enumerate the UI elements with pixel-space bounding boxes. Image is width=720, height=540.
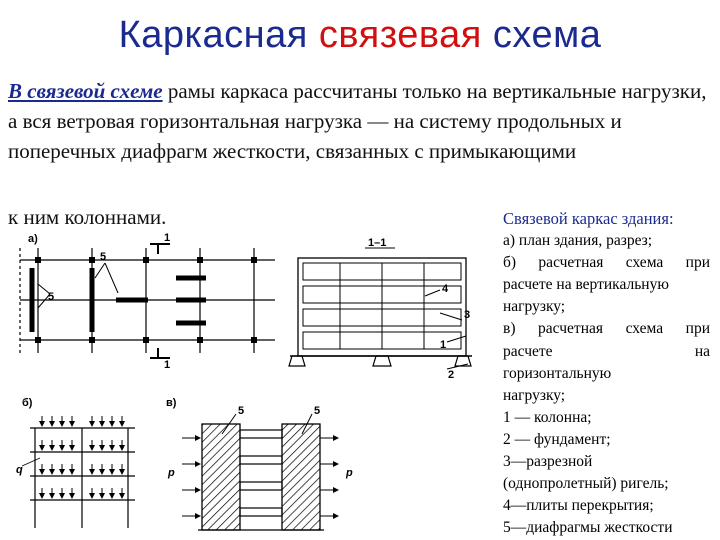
legend-line: 5—диафрагмы жесткости bbox=[503, 519, 673, 537]
intro-tail: к ним колоннами. bbox=[8, 205, 167, 229]
legend-line: в) расчетная схема при bbox=[503, 320, 710, 338]
mark-3: 3 bbox=[464, 309, 471, 321]
label-b: б) bbox=[22, 397, 33, 409]
load-p-left: p bbox=[168, 467, 175, 479]
mark-1c: 1 bbox=[440, 339, 447, 351]
legend-line: (однопролетный) ригель; bbox=[503, 475, 669, 493]
intro-paragraph bbox=[8, 76, 708, 166]
horizontal-load-scheme bbox=[166, 397, 353, 530]
mark-5c: 5 bbox=[238, 405, 245, 417]
load-p-right: p bbox=[346, 467, 353, 479]
legend-line: 4—плиты перекрытия; bbox=[503, 497, 654, 515]
legend-line: расчете на bbox=[503, 342, 710, 360]
intro-lead: В связевой схеме bbox=[8, 79, 163, 103]
legend-title: Связевой каркас здания: bbox=[503, 209, 674, 228]
structural-figure bbox=[0, 228, 495, 538]
legend-line: нагрузку; bbox=[503, 298, 566, 316]
legend-line: а) план здания, разрез; bbox=[503, 232, 653, 250]
section-label: 1–1 bbox=[368, 237, 387, 249]
legend-line: расчете на вертикальную bbox=[503, 276, 669, 294]
vertical-load-scheme bbox=[16, 397, 135, 528]
title-accent-word: связевая bbox=[318, 14, 482, 56]
legend-line: нагрузку; bbox=[503, 386, 566, 404]
mark-1b: 1 bbox=[164, 359, 171, 371]
plan-diagram bbox=[20, 232, 275, 371]
label-a: а) bbox=[28, 233, 38, 245]
mark-5d: 5 bbox=[314, 405, 321, 417]
load-q: q bbox=[16, 464, 23, 476]
legend-line: горизонтальную bbox=[503, 364, 612, 382]
legend-line: 1 — колонна; bbox=[503, 408, 592, 426]
legend-line: 3—разрезной bbox=[503, 453, 593, 471]
section-diagram bbox=[289, 237, 472, 381]
legend-block bbox=[503, 208, 710, 539]
label-v: в) bbox=[166, 397, 177, 409]
title-part-3: схема bbox=[481, 14, 602, 56]
intro-text: рамы каркаса рассчитаны только на вертикальные нагрузки, а вся ветровая горизонтальная нагрузка — на систему продольных и поперечных диафрагм жесткости, связанных с примыкающими bbox=[8, 79, 707, 163]
mark-5a: 5 bbox=[48, 291, 55, 303]
legend-line: б) расчетная схема при bbox=[503, 254, 710, 272]
mark-1a: 1 bbox=[164, 232, 171, 244]
mark-4: 4 bbox=[442, 283, 449, 295]
page-title bbox=[0, 14, 720, 57]
mark-2: 2 bbox=[448, 369, 455, 381]
legend-line: 2 — фундамент; bbox=[503, 430, 611, 448]
mark-5b: 5 bbox=[100, 251, 107, 263]
title-part-1: Каркасная bbox=[118, 14, 319, 56]
